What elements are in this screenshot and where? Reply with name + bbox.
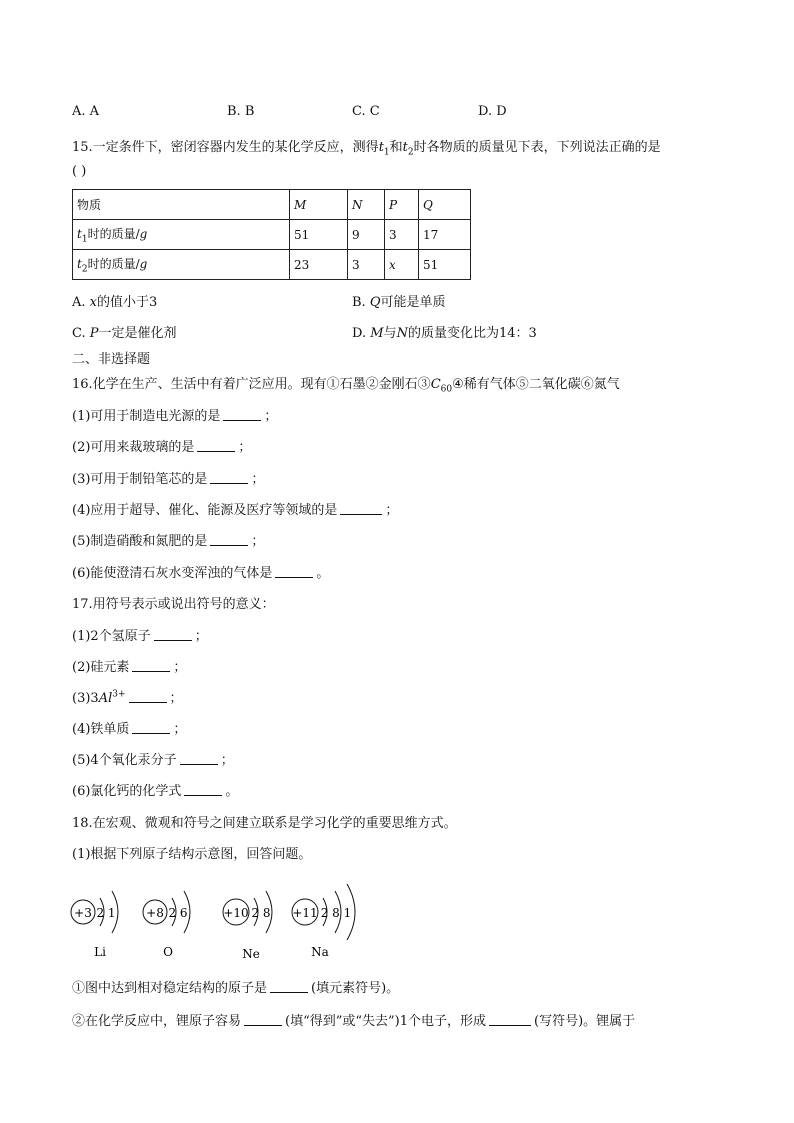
q15-option-d: D. M与N的质量变化比为14：3 — [352, 326, 537, 341]
svg-text:2 1: 2 1 — [96, 906, 116, 920]
table-cell: 物质 — [73, 190, 290, 220]
q17-item-4: (4)铁单质 ； — [72, 722, 187, 737]
q15-option-c: C. P一定是催化剂 — [72, 326, 177, 341]
q18-question-1: ①图中达到相对稳定结构的原子是 (填元素符号)。 — [72, 981, 400, 996]
table-cell: P — [385, 190, 419, 220]
q14-option-c: C. C — [352, 104, 380, 119]
svg-text:+8: +8 — [146, 906, 164, 920]
q18-question-2: ②在化学反应中，锂原子容易 (填“得到”或“失去”)1个电子，形成 (写符号)。锂属于 — [72, 1014, 636, 1029]
table-cell: 23 — [290, 250, 348, 280]
q15-answer-paren: ( ) — [72, 164, 87, 179]
table-cell: M — [290, 190, 348, 220]
atom-structure-diagrams — [70, 870, 400, 965]
svg-text:2 6: 2 6 — [168, 906, 188, 920]
q17-item-2: (2)硅元素 ； — [72, 660, 187, 675]
q17-stem: 17.用符号表示或说出符号的意义： — [72, 597, 275, 612]
q17-item-5: (5)4个氧化汞分子 ； — [72, 753, 234, 768]
atom-diagram-ne — [223, 891, 272, 961]
table-cell: Q — [419, 190, 471, 220]
q16-item-5: (5)制造硝酸和氮肥的是 ； — [72, 534, 265, 549]
q15-stem: 15.一定条件下，密闭容器内发生的某化学反应，测得$t_1$和$t_2$时各物质的质量见下表，下列说法正确的是 — [72, 140, 661, 158]
q17-item-1: (1)2个氢原子 ； — [72, 629, 208, 644]
svg-text:+3: +3 — [74, 906, 92, 920]
svg-text:O: O — [163, 945, 173, 959]
q15-mass-table — [72, 189, 471, 280]
q14-option-b: B. B — [227, 104, 255, 119]
table-row — [73, 250, 471, 280]
q14-option-d: D. D — [478, 104, 507, 119]
table-cell: 3 — [348, 250, 385, 280]
q16-stem: 16.化学在生产、生活中有着广泛应用。现有①石墨②金刚石$③C_{60}④$稀有气体⑤二氧化碳⑥氮气 — [72, 377, 620, 395]
q17-item-3: $(3)3Al^{3+}$ ； — [72, 689, 183, 706]
svg-text:Li: Li — [94, 945, 106, 959]
svg-text:2 8: 2 8 — [251, 906, 271, 920]
svg-text:2 8 1: 2 8 1 — [320, 906, 352, 920]
q16-item-2: (2)可用来裁玻璃的是 ； — [72, 440, 252, 455]
table-cell: 3 — [385, 220, 419, 250]
svg-text:Na: Na — [311, 945, 329, 959]
table-cell: $t_1$时的质量/g — [73, 220, 290, 250]
table-cell: x — [385, 250, 419, 280]
table-cell: N — [348, 190, 385, 220]
table-cell: $t_2$时的质量/g — [73, 250, 290, 280]
table-cell: 51 — [419, 250, 471, 280]
q16-item-1: (1)可用于制造电光源的是 ； — [72, 409, 278, 424]
svg-text:+10: +10 — [223, 906, 249, 920]
q16-item-4: (4)应用于超导、催化、能源及医疗等领域的是 ； — [72, 503, 399, 518]
q18-stem: 18.在宏观、微观和符号之间建立联系是学习化学的重要思维方式。 — [72, 816, 457, 831]
atom-diagram-na — [292, 884, 355, 959]
q16-item-3: (3)可用于制铅笔芯的是 ； — [72, 472, 265, 487]
svg-text:+11: +11 — [292, 906, 318, 920]
q15-option-b: B. Q可能是单质 — [352, 295, 446, 310]
q17-item-6: (6)氯化钙的化学式 。 — [72, 784, 239, 799]
q18-subquestion-1: (1)根据下列原子结构示意图，回答问题。 — [72, 847, 312, 862]
q15-option-a: A. x的值小于3 — [72, 295, 158, 310]
atom-diagram-o — [143, 891, 190, 959]
table-row — [73, 220, 471, 250]
atom-diagram-li — [71, 891, 118, 959]
table-cell: 51 — [290, 220, 348, 250]
svg-text:Ne: Ne — [242, 947, 260, 961]
q14-option-a: A. A — [72, 104, 100, 119]
q16-item-6: (6)能使澄清石灰水变浑浊的气体是 。 — [72, 566, 330, 581]
table-cell: 17 — [419, 220, 471, 250]
section-heading: 二、非选择题 — [72, 352, 151, 367]
table-cell: 9 — [348, 220, 385, 250]
table-header-row — [73, 190, 471, 220]
